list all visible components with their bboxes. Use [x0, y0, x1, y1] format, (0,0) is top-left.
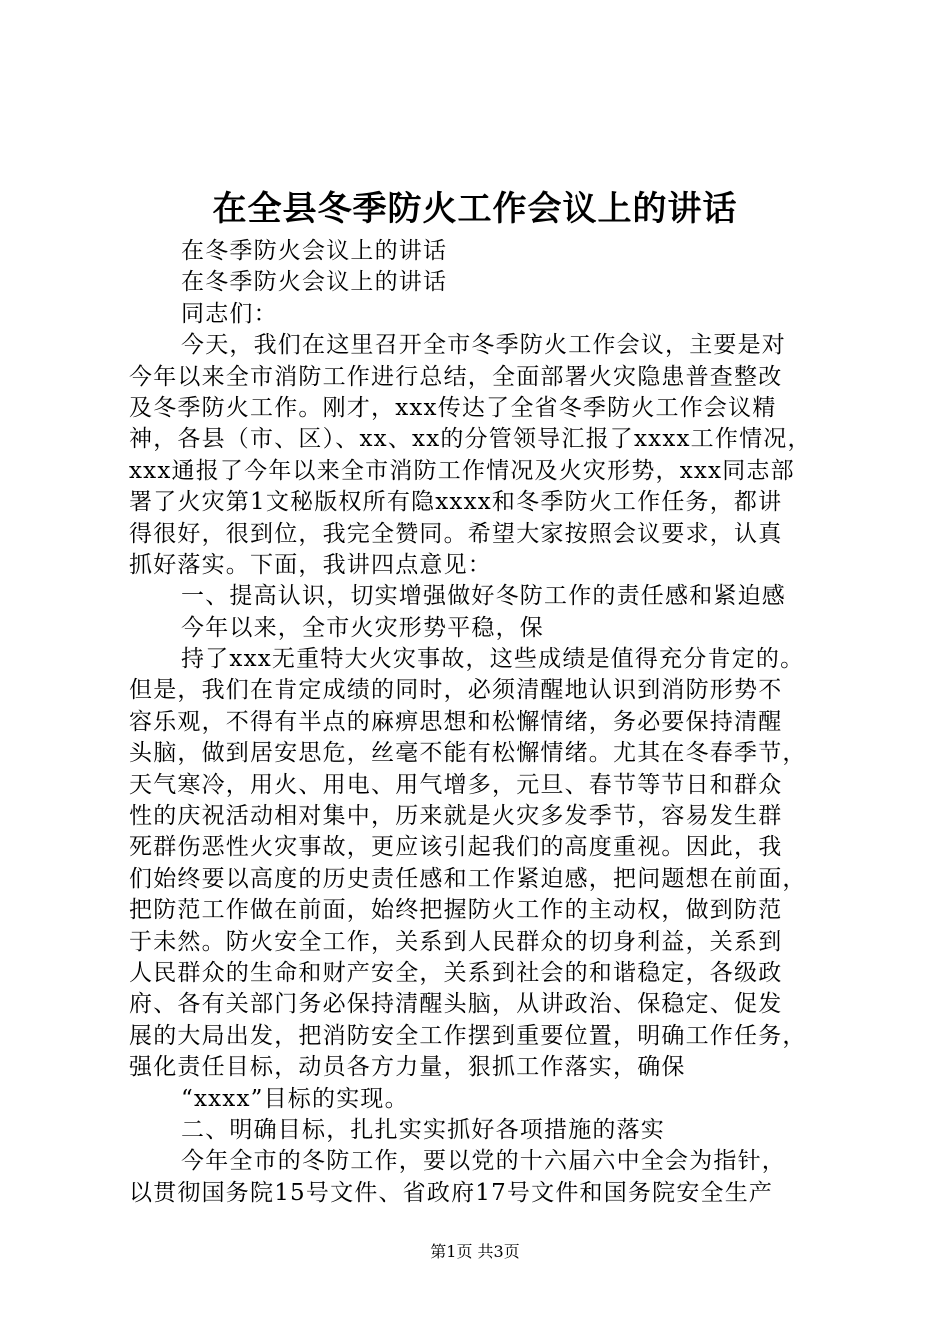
body-line: 抓好落实。下面，我讲四点意见：	[129, 551, 492, 578]
body-line: 天气寒冷，用火、用电、用气增多，元旦、春节等节日和群众	[129, 771, 783, 798]
body-line: 今天，我们在这里召开全市冬季防火工作会议，主要是对	[181, 332, 786, 359]
document-title: 在全县冬季防火工作会议上的讲话	[212, 189, 738, 229]
body-line: “xxxx”目标的实现。	[181, 1085, 409, 1112]
body-line: 同志们：	[181, 300, 278, 327]
body-line: xxx通报了今年以来全市消防工作情况及火灾形势，xxx同志部	[129, 457, 795, 484]
body-line: 于未然。防火安全工作，关系到人民群众的切身利益，关系到	[129, 928, 783, 955]
body-line: 今年以来，全市火灾形势平稳，保	[181, 614, 544, 641]
body-line: 们始终要以高度的历史责任感和工作紧迫感，把问题想在前面，	[129, 865, 807, 892]
page-number-footer: 第1页 共3页	[430, 1242, 520, 1261]
body-line: 府、各有关部门务必保持清醒头脑，从讲政治、保稳定、促发	[129, 991, 783, 1018]
body-line: 头脑，做到居安思危，丝毫不能有松懈情绪。尤其在冬春季节，	[129, 740, 807, 767]
body-line: 把防范工作做在前面，始终把握防火工作的主动权，做到防范	[129, 897, 783, 924]
body-line: 二、明确目标，扎扎实实抓好各项措施的落实	[181, 1116, 665, 1143]
body-line: 人民群众的生命和财产安全，关系到社会的和谐稳定，各级政	[129, 959, 783, 986]
body-line: 性的庆祝活动相对集中，历来就是火灾多发季节，容易发生群	[129, 803, 783, 830]
body-line: 今年全市的冬防工作，要以党的十六届六中全会为指针，	[181, 1148, 786, 1175]
body-line: 署了火灾第1文秘版权所有隐xxxx和冬季防火工作任务，都讲	[129, 489, 783, 516]
body-line: 在冬季防火会议上的讲话	[181, 238, 448, 264]
document-body	[129, 236, 849, 1209]
body-line: 持了xxx无重特大火灾事故，这些成绩是值得充分肯定的。	[181, 646, 805, 673]
body-line: 一、提高认识，切实增强做好冬防工作的责任感和紧迫感	[181, 583, 786, 610]
body-line: 但是，我们在肯定成绩的同时，必须清醒地认识到消防形势不	[129, 677, 783, 704]
body-line: 得很好，很到位，我完全赞同。希望大家按照会议要求，认真	[129, 520, 783, 547]
body-line: 神，各县（市、区）、xx、xx的分管领导汇报了xxxx工作情况，	[129, 426, 812, 453]
body-line: 死群伤恶性火灾事故，更应该引起我们的高度重视。因此，我	[129, 834, 783, 861]
body-line: 及冬季防火工作。刚才，xxx传达了全省冬季防火工作会议精	[129, 394, 777, 421]
body-line: 以贯彻国务院15号文件、省政府17号文件和国务院安全生产	[129, 1179, 774, 1206]
body-line: 展的大局出发，把消防安全工作摆到重要位置，明确工作任务，	[129, 1022, 807, 1049]
body-line: 强化责任目标，动员各方力量，狠抓工作落实，确保	[129, 1054, 686, 1081]
body-line: 在冬季防火会议上的讲话	[181, 269, 448, 296]
body-line: 容乐观，不得有半点的麻痹思想和松懈情绪，务必要保持清醒	[129, 708, 783, 735]
body-line: 今年以来全市消防工作进行总结，全面部署火灾隐患普查整改	[129, 363, 783, 390]
